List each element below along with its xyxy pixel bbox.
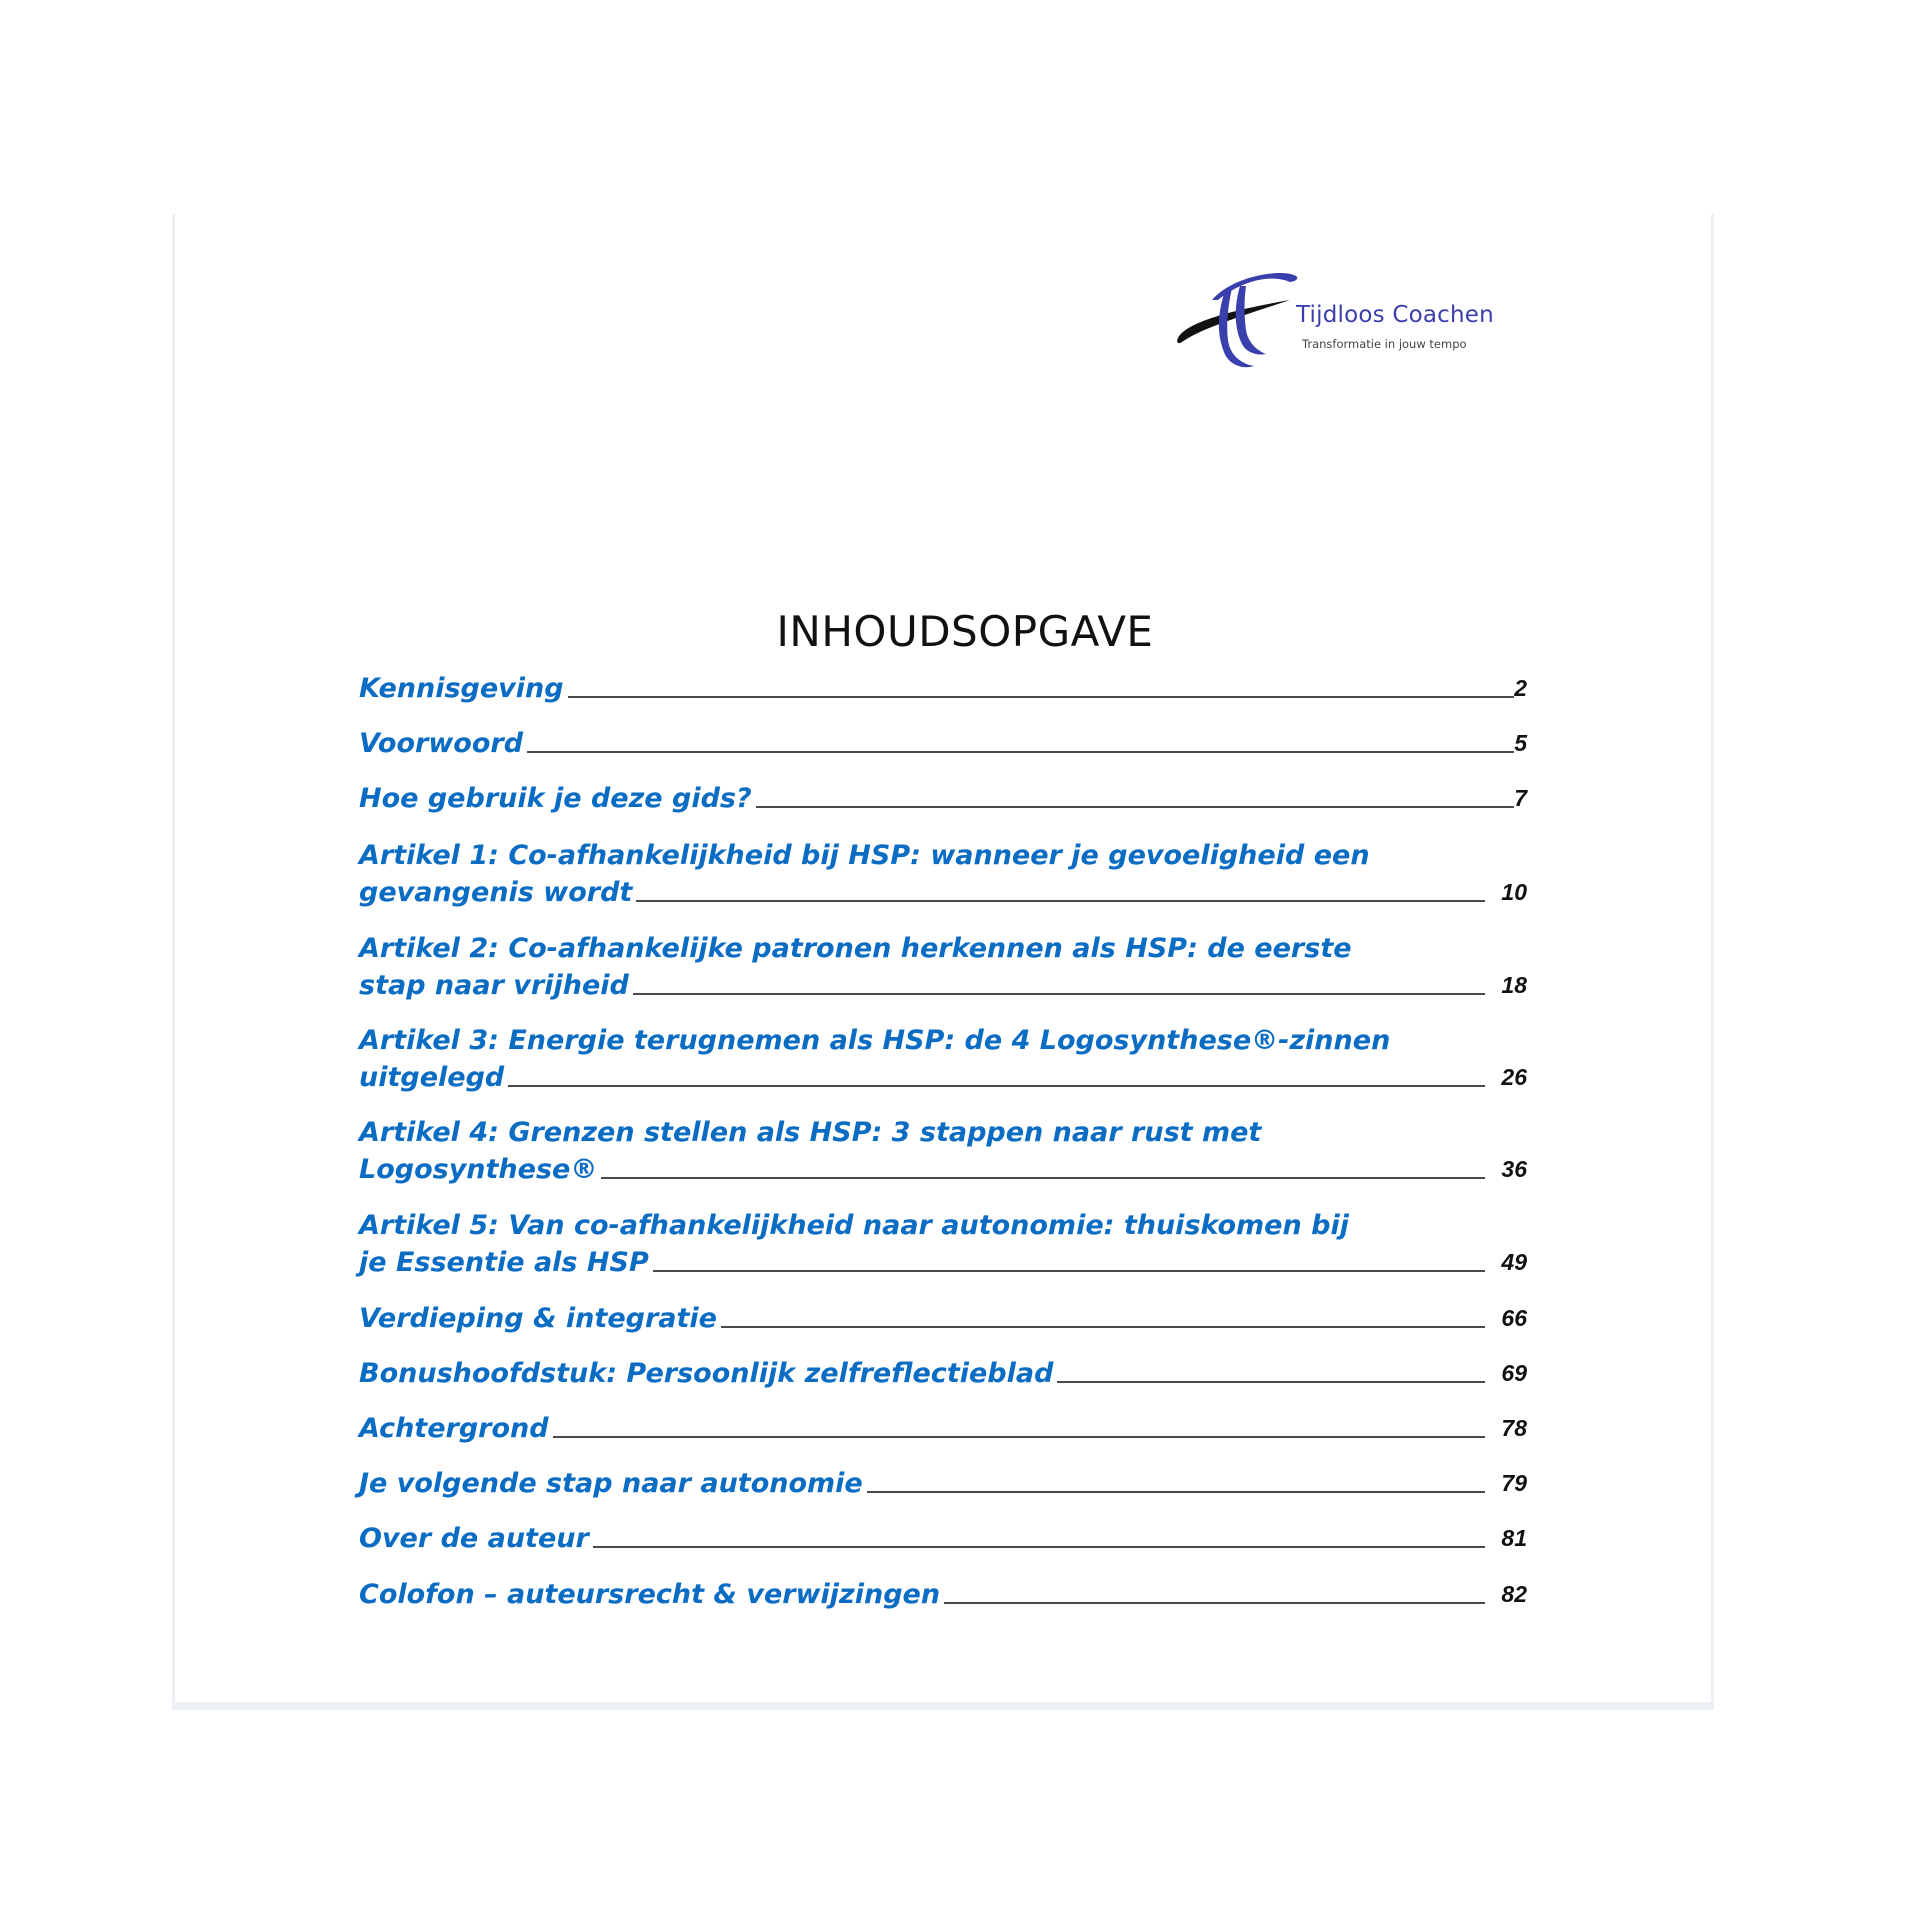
toc-entry-artikel-3[interactable] <box>359 1022 1527 1096</box>
toc-entry-voorwoord[interactable] <box>359 725 1527 762</box>
logo <box>1172 270 1532 374</box>
toc-page-number[interactable]: 2 <box>1514 675 1527 701</box>
toc-entry-achtergrond[interactable] <box>359 1410 1527 1447</box>
toc-entry-label[interactable]: Artikel 1: Co-afhankelijkheid bij HSP: wanneer je gevoeligheid een <box>359 840 1370 871</box>
toc-entry-label[interactable]: Achtergrond <box>359 1413 549 1444</box>
toc-page-number[interactable]: 36 <box>1501 1156 1527 1182</box>
toc-entry-label[interactable]: Bonushoofdstuk: Persoonlijk zelfreflectieblad <box>359 1358 1054 1389</box>
toc-leader <box>633 992 1486 995</box>
toc-page-number[interactable]: 66 <box>1501 1305 1527 1331</box>
toc-entry-label-continued[interactable]: gevangenis wordt <box>359 877 633 908</box>
toc-page-number[interactable]: 69 <box>1501 1360 1527 1386</box>
toc-entry-bonushoofdstuk[interactable] <box>359 1355 1527 1392</box>
toc-leader <box>553 1435 1486 1438</box>
toc-page-number[interactable]: 18 <box>1501 972 1527 998</box>
toc-entry-label[interactable]: Kennisgeving <box>359 673 564 704</box>
toc-entry-label[interactable]: Over de auteur <box>359 1523 589 1554</box>
toc-entry-artikel-5[interactable] <box>359 1207 1527 1281</box>
toc-entry-label[interactable]: Voorwoord <box>359 728 524 759</box>
toc-entry-artikel-2[interactable] <box>359 930 1527 1004</box>
toc-entry-volgende-stap[interactable] <box>359 1465 1527 1502</box>
toc-leader <box>636 899 1485 902</box>
toc-entry-label-continued[interactable]: Logosynthese® <box>359 1154 598 1185</box>
logo-name: Tijdloos Coachen <box>1296 302 1494 328</box>
toc-entry-hoe-gebruik[interactable] <box>359 780 1527 817</box>
toc-entry-kennisgeving[interactable] <box>359 670 1527 707</box>
toc-leader <box>601 1176 1485 1179</box>
page-title: INHOUDSOPGAVE <box>776 607 1154 656</box>
toc-page-number[interactable]: 7 <box>1514 785 1527 811</box>
toc-entry-label[interactable]: Artikel 2: Co-afhankelijke patronen herkennen als HSP: de eerste <box>359 933 1352 964</box>
toc-entry-verdieping[interactable] <box>359 1300 1527 1337</box>
toc-page-number[interactable]: 82 <box>1501 1581 1527 1607</box>
toc-page-number[interactable]: 10 <box>1501 879 1527 905</box>
toc-entry-label[interactable]: Hoe gebruik je deze gids? <box>359 783 752 814</box>
toc-leader <box>1057 1380 1485 1383</box>
toc-entry-label[interactable]: Verdieping & integratie <box>359 1303 717 1334</box>
toc-page-number[interactable]: 79 <box>1501 1470 1527 1496</box>
toc-leader <box>944 1601 1485 1604</box>
toc-leader <box>568 695 1515 698</box>
toc-entry-label[interactable]: Je volgende stap naar autonomie <box>359 1468 863 1499</box>
toc-entry-label-continued[interactable]: je Essentie als HSP <box>359 1247 649 1278</box>
toc-page-number[interactable]: 81 <box>1501 1525 1527 1551</box>
toc-page-number[interactable]: 78 <box>1501 1415 1527 1441</box>
toc-leader <box>653 1269 1486 1272</box>
toc-entry-artikel-1[interactable] <box>359 837 1527 911</box>
toc-entry-label[interactable]: Artikel 4: Grenzen stellen als HSP: 3 stappen naar rust met <box>359 1117 1262 1148</box>
logo-tagline: Transformatie in jouw tempo <box>1302 337 1467 351</box>
toc-entry-label-continued[interactable]: uitgelegd <box>359 1062 505 1093</box>
toc-entry-label-continued[interactable]: stap naar vrijheid <box>359 970 629 1001</box>
toc-page-number[interactable]: 5 <box>1514 730 1527 756</box>
toc-page-number[interactable]: 26 <box>1501 1064 1527 1090</box>
toc-leader <box>721 1325 1485 1328</box>
toc-entry-colofon[interactable] <box>359 1576 1527 1613</box>
toc-entry-over-de-auteur[interactable] <box>359 1520 1527 1557</box>
toc-page-number[interactable]: 49 <box>1501 1249 1527 1275</box>
toc-leader <box>867 1490 1486 1493</box>
toc-entry-label[interactable]: Artikel 5: Van co-afhankelijkheid naar autonomie: thuiskomen bij <box>359 1210 1349 1241</box>
toc-leader <box>527 750 1514 753</box>
toc-leader <box>508 1084 1485 1087</box>
logo-swoosh-icon <box>1172 270 1302 374</box>
toc-entry-label[interactable]: Colofon – auteursrecht & verwijzingen <box>359 1579 941 1610</box>
toc-leader <box>593 1545 1486 1548</box>
toc-entry-artikel-4[interactable] <box>359 1114 1527 1188</box>
toc-entry-label[interactable]: Artikel 3: Energie terugnemen als HSP: de 4 Logosynthese®-zinnen <box>359 1025 1391 1056</box>
toc-leader <box>756 805 1515 808</box>
